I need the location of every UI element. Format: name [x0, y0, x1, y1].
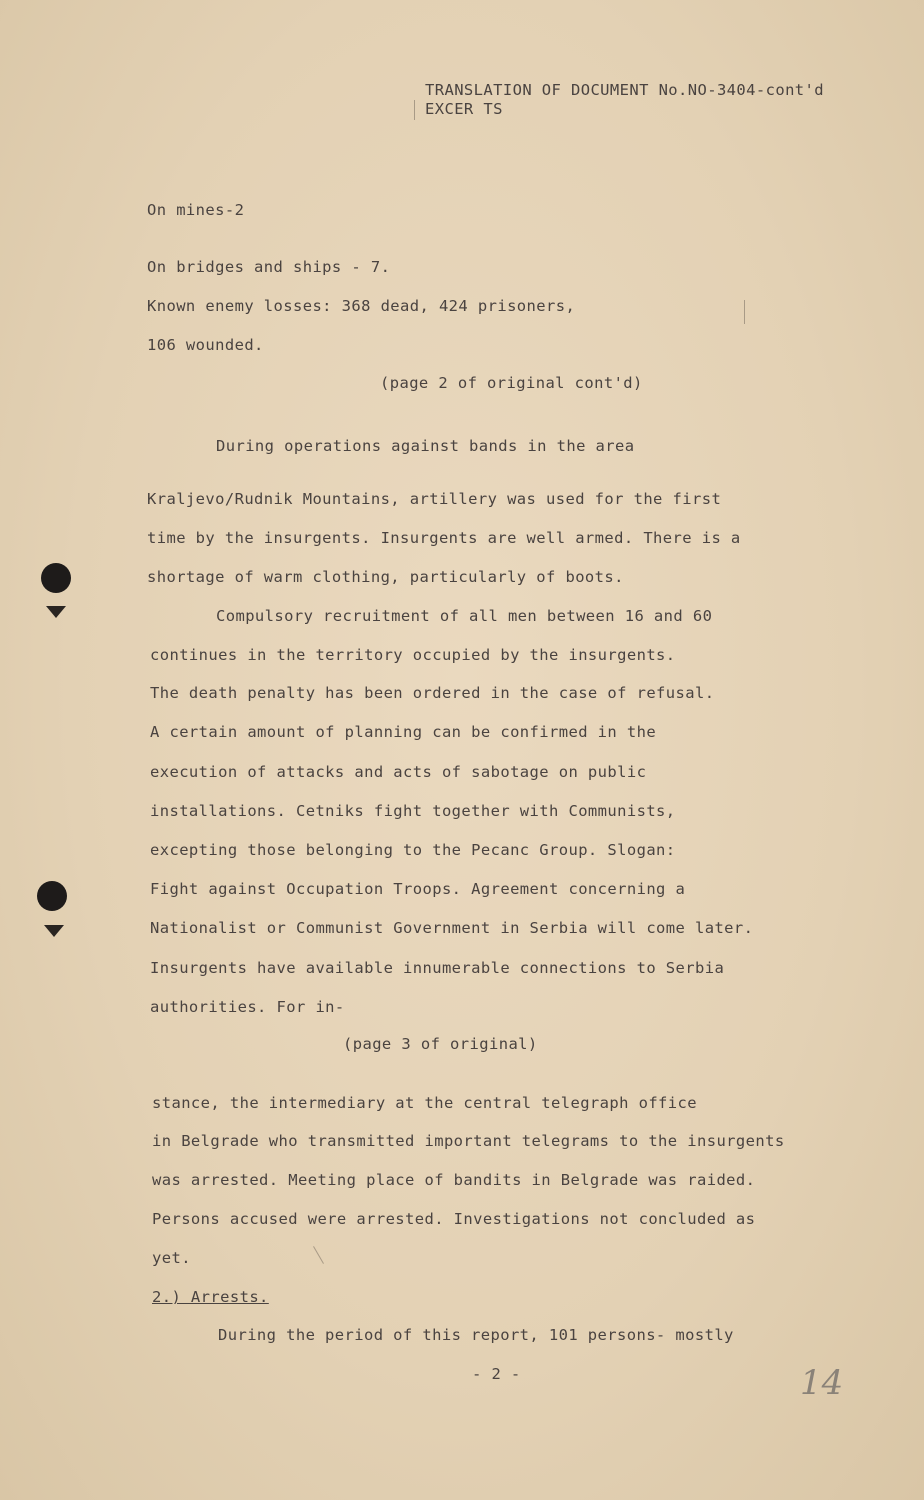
- body-line: Insurgents have available innumerable connections to Serbia: [150, 959, 725, 977]
- fastener-clip: [44, 925, 64, 937]
- body-line: The death penalty has been ordered in the case of refusal.: [150, 684, 715, 702]
- body-line: 106 wounded.: [147, 336, 264, 354]
- section-heading: 2.) Arrests.: [152, 1288, 269, 1306]
- page-reference: (page 3 of original): [343, 1035, 538, 1053]
- body-line: authorities. For in-: [150, 998, 345, 1016]
- body-line: stance, the intermediary at the central telegraph office: [152, 1094, 697, 1112]
- body-line: was arrested. Meeting place of bandits in Belgrade was raided.: [152, 1171, 756, 1189]
- body-line: yet.: [152, 1249, 191, 1267]
- body-line: Fight against Occupation Troops. Agreement concerning a: [150, 880, 686, 898]
- body-line: excepting those belonging to the Pecanc Group. Slogan:: [150, 841, 676, 859]
- body-line: On mines-2: [147, 201, 245, 219]
- paper-mark: [744, 300, 745, 324]
- body-line: During operations against bands in the area: [216, 437, 635, 455]
- body-line: On bridges and ships - 7.: [147, 258, 391, 276]
- page-number: - 2 -: [472, 1365, 521, 1383]
- body-line: Known enemy losses: 368 dead, 424 prisoners,: [147, 297, 576, 315]
- body-line: shortage of warm clothing, particularly of boots.: [147, 568, 624, 586]
- punch-hole: [41, 563, 71, 593]
- fastener-clip: [46, 606, 66, 618]
- body-line: Nationalist or Communist Government in Serbia will come later.: [150, 919, 754, 937]
- handwritten-folio-mark: 14: [800, 1363, 844, 1403]
- header-subtitle: EXCER TS: [425, 100, 503, 118]
- body-line: in Belgrade who transmitted important telegrams to the insurgents: [152, 1132, 785, 1150]
- body-line: Persons accused were arrested. Investigations not concluded as: [152, 1210, 756, 1228]
- body-line: During the period of this report, 101 persons- mostly: [218, 1326, 734, 1344]
- punch-hole: [37, 881, 67, 911]
- body-line: A certain amount of planning can be confirmed in the: [150, 723, 657, 741]
- body-line: installations. Cetniks fight together with Communists,: [150, 802, 676, 820]
- body-line: time by the insurgents. Insurgents are well armed. There is a: [147, 529, 741, 547]
- paper-mark: [313, 1246, 324, 1264]
- body-line: execution of attacks and acts of sabotage on public: [150, 763, 647, 781]
- body-line: Compulsory recruitment of all men between 16 and 60: [216, 607, 713, 625]
- page-reference: (page 2 of original cont'd): [380, 374, 643, 392]
- body-line: Kraljevo/Rudnik Mountains, artillery was used for the first: [147, 490, 722, 508]
- body-line: continues in the territory occupied by the insurgents.: [150, 646, 676, 664]
- pencil-mark: [414, 100, 415, 120]
- header-title: TRANSLATION OF DOCUMENT No.NO-3404-cont'd: [425, 81, 825, 99]
